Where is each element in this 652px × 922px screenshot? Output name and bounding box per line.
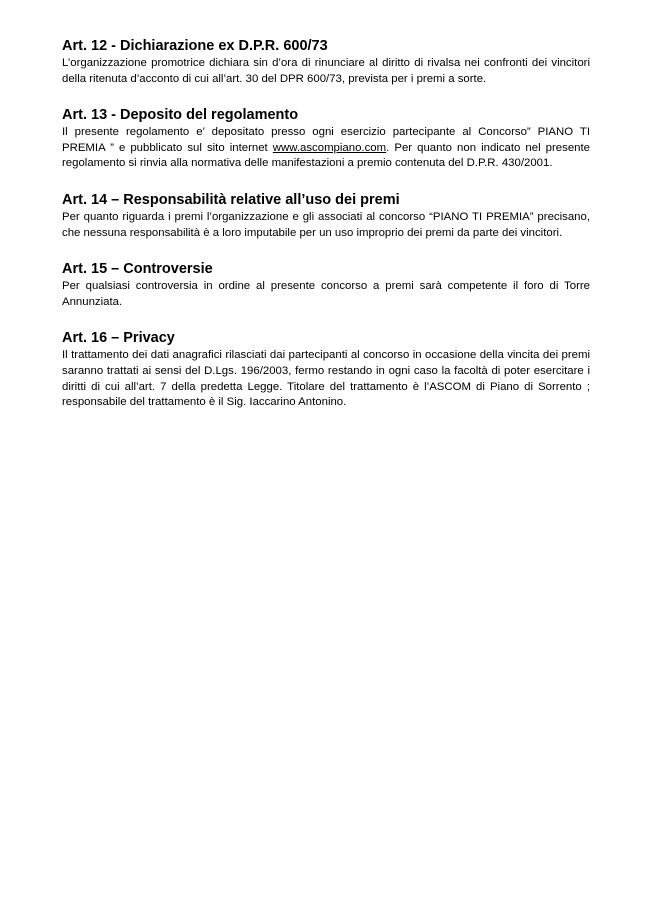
article-title: Art. 16 – Privacy xyxy=(62,330,175,347)
article-13 xyxy=(62,107,590,172)
article-body: Il trattamento dei dati anagrafici rilasciati dai partecipanti al concorso in occasione della vincita dei premi saranno trattati ai sensi del D.Lgs. 196/2003, fermo restando in ogni caso la facoltà di poter esercitare i diritti di cui all’art. 7 della predetta Legge. Titolare del trattamento è l’ASCOM di Piano di Sorrento ; responsabile del trattamento è il Sig. Iaccarino Antonino. xyxy=(62,349,590,409)
article-body: Per qualsiasi controversia in ordine al presente concorso a premi sarà competente il foro di Torre Annunziata. xyxy=(62,280,590,308)
article-12 xyxy=(62,38,590,87)
article-16 xyxy=(62,330,590,410)
article-title: Art. 15 – Controversie xyxy=(62,261,213,278)
article-title: Art. 14 – Responsabilità relative all’uso dei premi xyxy=(62,191,400,208)
article-title: Art. 12 - Dichiarazione ex D.P.R. 600/73 xyxy=(62,38,328,54)
article-body-text: Il presente regolamento e’ depositato presso ogni esercizio partecipante al Concorso” PIANO TI PREMIA ” e pubblicato sul sito internet xyxy=(62,126,590,154)
article-body: L’organizzazione promotrice dichiara sin d’ora di rinunciare al diritto di rivalsa nei confronti dei vincitori della ritenuta d’acconto di cui all’art. 30 del DPR 600/73, prevista per i premi a sorte. xyxy=(62,57,590,85)
website-link[interactable]: www.ascompiano.com xyxy=(272,141,387,154)
article-body: Per quanto riguarda i premi l’organizzazione e gli associati al concorso “PIANO TI PREMIA” precisano, che nessuna responsabilità è a loro imputabile per un uso improprio dei premi da parte dei vincitori. xyxy=(62,210,590,239)
article-body-text: . Per quanto non indicato nel presente regolamento si rinvia alla normativa delle manifestazioni a premio contenuta del D.P.R. 430/2001. xyxy=(62,141,590,170)
document-page xyxy=(62,38,590,431)
article-title: Art. 13 - Deposito del regolamento xyxy=(62,107,299,124)
article-body xyxy=(62,125,590,172)
article-14 xyxy=(62,192,590,241)
article-15 xyxy=(62,261,590,310)
